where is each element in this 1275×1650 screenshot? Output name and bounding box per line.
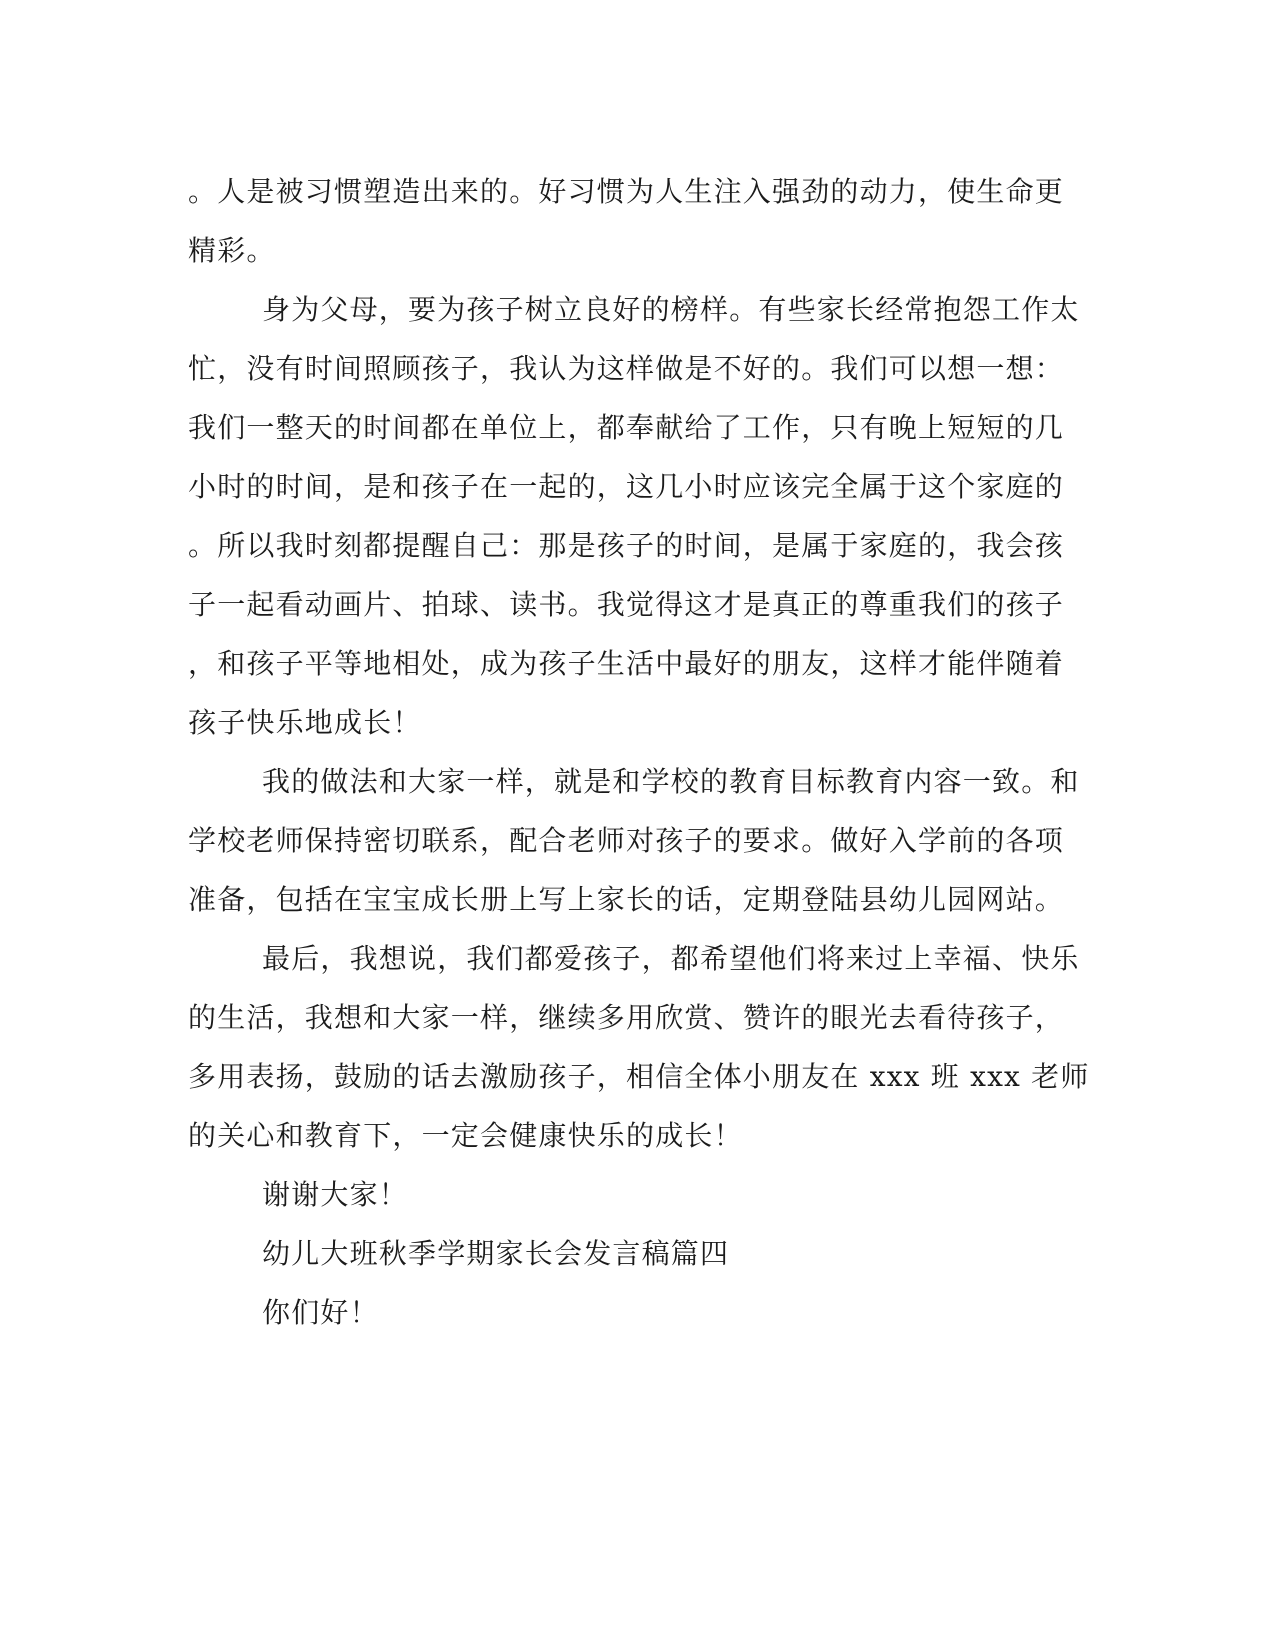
closing-thanks: 谢谢大家！ [262, 1178, 409, 1211]
text-line: 准备，包括在宝宝成长册上写上家长的话，定期登陆县幼儿园网站。 [188, 883, 1065, 916]
text-line: 小时的时间，是和孩子在一起的，这几小时应该完全属于这个家庭的 [188, 470, 1065, 503]
text-line: 的生活，我想和大家一样，继续多用欣赏、赞许的眼光去看待孩子， [188, 1001, 1065, 1034]
paragraph-start-line: 我的做法和大家一样，就是和学校的教育目标教育内容一致。和 [262, 765, 1080, 798]
text-line: ，和孩子平等地相处，成为孩子生活中最好的朋友，这样才能伴随着 [188, 647, 1065, 680]
greeting: 你们好！ [262, 1296, 379, 1329]
text-line: 的关心和教育下，一定会健康快乐的成长！ [188, 1119, 743, 1152]
text-line: 我们一整天的时间都在单位上，都奉献给了工作，只有晚上短短的几 [188, 411, 1065, 444]
text-line: 多用表扬，鼓励的话去激励孩子，相信全体小朋友在 xxx 班 xxx 老师 [188, 1060, 1090, 1093]
text-line: 精彩。 [188, 234, 276, 267]
document-body [188, 162, 1090, 1342]
text-line: 学校老师保持密切联系，配合老师对孩子的要求。做好入学前的各项 [188, 824, 1065, 857]
paragraph-start-line: 身为父母，要为孩子树立良好的榜样。有些家长经常抱怨工作太 [262, 293, 1080, 326]
text-line: 子一起看动画片、拍球、读书。我觉得这才是真正的尊重我们的孩子 [188, 588, 1065, 621]
text-line: 忙，没有时间照顾孩子，我认为这样做是不好的。我们可以想一想： [188, 352, 1065, 385]
text-line: 。人是被习惯塑造出来的。好习惯为人生注入强劲的动力，使生命更 [188, 175, 1065, 208]
paragraph-start-line: 最后，我想说，我们都爱孩子，都希望他们将来过上幸福、快乐 [262, 942, 1080, 975]
text-line: 孩子快乐地成长！ [188, 706, 422, 739]
section-heading: 幼儿大班秋季学期家长会发言稿篇四 [262, 1237, 730, 1270]
text-line: 。所以我时刻都提醒自己：那是孩子的时间，是属于家庭的，我会孩 [188, 529, 1065, 562]
